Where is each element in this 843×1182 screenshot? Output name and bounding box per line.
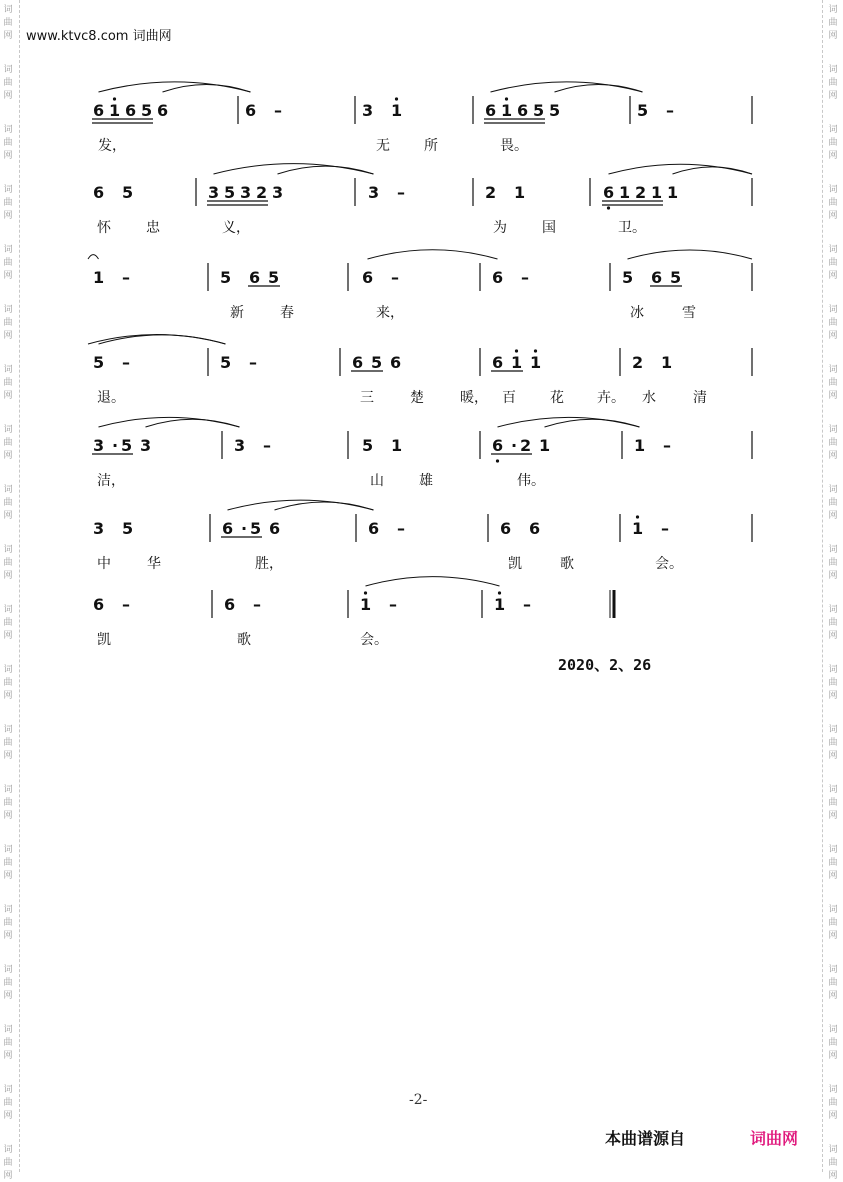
octave-dot-low	[496, 459, 499, 462]
lyric: 伟。	[517, 473, 545, 489]
lyric: 三	[360, 390, 374, 406]
lyric: 暖，	[460, 390, 488, 406]
watermark-glyph: 曲	[3, 438, 13, 448]
watermark-glyph: 网	[3, 871, 13, 881]
watermark-glyph: 曲	[828, 318, 838, 328]
watermark-glyph: 曲	[828, 1158, 838, 1168]
note: 3	[362, 101, 374, 120]
note: 6	[485, 101, 497, 120]
watermark-glyph: 曲	[3, 378, 13, 388]
note: 6	[352, 353, 364, 372]
note: 5	[362, 436, 374, 455]
watermark-glyph: 网	[3, 91, 13, 101]
note: –	[122, 353, 130, 372]
watermark-glyph: 曲	[3, 318, 13, 328]
note: 6	[93, 101, 105, 120]
octave-dot-high	[515, 349, 518, 352]
note: 5	[250, 519, 262, 538]
lyric: 冰	[630, 305, 644, 321]
watermark-glyph: 曲	[828, 18, 838, 28]
note: 5	[670, 268, 682, 287]
watermark-glyph: 曲	[3, 1038, 13, 1048]
slur	[628, 250, 753, 259]
watermark-glyph: 网	[3, 631, 13, 641]
note: –	[263, 436, 271, 455]
lyric: 歌	[237, 632, 251, 648]
note: 1	[511, 353, 523, 372]
octave-dot-high	[534, 349, 537, 352]
note: 6	[222, 519, 234, 538]
lyric: 为	[493, 220, 507, 236]
slur	[99, 417, 240, 427]
watermark-glyph: 词	[3, 305, 13, 315]
lyric: 清	[693, 390, 707, 406]
watermark-glyph: 网	[3, 1171, 13, 1181]
watermark-glyph: 曲	[828, 198, 838, 208]
note: –	[663, 436, 671, 455]
lyric: 怀	[97, 220, 111, 236]
note: –	[274, 101, 282, 120]
lyric: 百	[502, 390, 516, 406]
note: ·	[511, 436, 518, 455]
watermark-glyph: 词	[828, 665, 838, 675]
watermark-glyph: 网	[828, 1111, 838, 1121]
watermark-glyph: 网	[3, 331, 13, 341]
note: 3	[140, 436, 152, 455]
watermark-glyph: 曲	[3, 138, 13, 148]
watermark-glyph: 曲	[828, 978, 838, 988]
note: 1	[514, 183, 526, 202]
watermark-glyph: 网	[828, 871, 838, 881]
note: 1	[391, 436, 403, 455]
lyric: 华	[147, 556, 161, 572]
watermark-glyph: 网	[828, 151, 838, 161]
note: 6	[390, 353, 402, 372]
lyric: 胜，	[255, 556, 283, 572]
lyric: 雄	[419, 473, 433, 489]
note: –	[391, 268, 399, 287]
lyric: 新	[230, 305, 244, 321]
note: 5	[220, 268, 232, 287]
note: 6	[157, 101, 169, 120]
watermark-glyph: 网	[828, 511, 838, 521]
note: 5	[121, 436, 133, 455]
slur	[491, 82, 643, 92]
watermark-glyph: 词	[828, 185, 838, 195]
octave-dot-high	[395, 97, 398, 100]
watermark-glyph: 词	[3, 605, 13, 615]
note: 2	[632, 353, 644, 372]
lyric: 忠	[146, 220, 160, 236]
note: 1	[109, 101, 121, 120]
slur	[278, 166, 374, 174]
note: 1	[501, 101, 513, 120]
lyric: 歌	[560, 556, 574, 572]
watermark-glyph: 词	[828, 125, 838, 135]
watermark-glyph: 网	[3, 571, 13, 581]
octave-dot-high	[636, 515, 639, 518]
lyric: 畏。	[500, 138, 528, 154]
watermark-glyph: 曲	[828, 78, 838, 88]
watermark-glyph: 网	[3, 511, 13, 521]
note: 5	[224, 183, 236, 202]
watermark-glyph: 词	[3, 245, 13, 255]
note: 6	[269, 519, 281, 538]
note: 5	[549, 101, 561, 120]
watermark-glyph: 曲	[828, 378, 838, 388]
watermark-glyph: 网	[3, 691, 13, 701]
watermark-glyph: 网	[828, 391, 838, 401]
watermark-glyph: 网	[3, 751, 13, 761]
note: 1	[360, 595, 372, 614]
note: 6	[603, 183, 615, 202]
watermark-glyph: 曲	[3, 738, 13, 748]
note: –	[666, 101, 674, 120]
note: –	[389, 595, 397, 614]
lyric: 雪	[682, 305, 696, 321]
slur	[88, 255, 99, 259]
lyric: 会。	[655, 556, 683, 572]
note: 1	[661, 353, 673, 372]
lyric: 来，	[376, 305, 404, 321]
note: 1	[539, 436, 551, 455]
composition-date: 2020、2、26	[558, 656, 652, 674]
octave-dot-high	[505, 97, 508, 100]
watermark-glyph: 网	[828, 1171, 838, 1181]
watermark-glyph: 词	[3, 65, 13, 75]
watermark-glyph: 网	[3, 991, 13, 1001]
note: 3	[368, 183, 380, 202]
note: 6	[249, 268, 261, 287]
note: –	[397, 183, 405, 202]
octave-dot-high	[364, 591, 367, 594]
watermark-glyph: 词	[3, 485, 13, 495]
slur	[146, 419, 240, 427]
note: 2	[520, 436, 532, 455]
note: 2	[256, 183, 268, 202]
footer-site-name: 词曲网	[750, 1129, 799, 1148]
lyric: 洁，	[97, 473, 125, 489]
watermark-glyph: 词	[3, 125, 13, 135]
lyric: 发，	[98, 138, 126, 154]
lyric: 退。	[97, 390, 125, 406]
watermark-glyph: 曲	[828, 738, 838, 748]
watermark-glyph: 曲	[3, 978, 13, 988]
watermark-glyph: 曲	[3, 918, 13, 928]
note: 1	[530, 353, 542, 372]
watermark-glyph: 曲	[828, 1038, 838, 1048]
note: 1	[667, 183, 679, 202]
watermark-glyph: 词	[3, 665, 13, 675]
note: 6	[492, 353, 504, 372]
note: 1	[391, 101, 403, 120]
watermark-glyph: 网	[3, 391, 13, 401]
watermark-glyph: 曲	[3, 678, 13, 688]
note: 6	[245, 101, 257, 120]
lyric: 山	[370, 473, 384, 489]
watermark-glyph: 词	[828, 785, 838, 795]
watermark-glyph: 曲	[828, 618, 838, 628]
slur	[275, 502, 374, 510]
lyric: 水	[642, 390, 656, 406]
watermark-glyph: 词	[828, 545, 838, 555]
note: 5	[533, 101, 545, 120]
watermark-glyph: 词	[828, 905, 838, 915]
slur	[545, 419, 640, 427]
slur	[368, 250, 498, 259]
watermark-glyph: 词	[828, 845, 838, 855]
watermark-glyph: 词	[3, 5, 13, 15]
watermark-glyph: 曲	[828, 498, 838, 508]
watermark-glyph: 网	[3, 271, 13, 281]
lyric: 义，	[222, 220, 250, 236]
note: 6	[492, 268, 504, 287]
watermark-glyph: 词	[828, 5, 838, 15]
lyric: 无	[376, 138, 390, 154]
watermark-glyph: 网	[3, 151, 13, 161]
watermark-glyph: 词	[828, 1085, 838, 1095]
note: 1	[632, 519, 644, 538]
note: 5	[122, 183, 134, 202]
watermark-glyph: 网	[828, 91, 838, 101]
note: 3	[208, 183, 220, 202]
note: 3	[272, 183, 284, 202]
note: 6	[529, 519, 541, 538]
watermark-glyph: 网	[828, 691, 838, 701]
note: –	[249, 353, 257, 372]
note: –	[523, 595, 531, 614]
note: 5	[268, 268, 280, 287]
note: 6	[492, 436, 504, 455]
slur	[673, 167, 753, 174]
watermark-glyph: 网	[3, 451, 13, 461]
watermark-glyph: 网	[3, 931, 13, 941]
slur	[228, 500, 374, 510]
watermark-glyph: 曲	[828, 1098, 838, 1108]
note: 1	[651, 183, 663, 202]
watermark-glyph: 曲	[3, 258, 13, 268]
watermark-glyph: 网	[828, 931, 838, 941]
note: –	[397, 519, 405, 538]
watermark-glyph: 曲	[3, 18, 13, 28]
watermark-glyph: 网	[3, 211, 13, 221]
watermark-glyph: 曲	[3, 798, 13, 808]
lyric: 会。	[360, 632, 388, 648]
note: 6	[500, 519, 512, 538]
watermark-glyph: 词	[3, 845, 13, 855]
note: 6	[517, 101, 529, 120]
lyric: 凯	[508, 556, 522, 572]
note: 6	[93, 595, 105, 614]
note: 5	[637, 101, 649, 120]
note: 3	[240, 183, 252, 202]
watermark-glyph: 词	[828, 605, 838, 615]
watermark-glyph: 曲	[828, 258, 838, 268]
note: 2	[485, 183, 497, 202]
note: –	[253, 595, 261, 614]
note: 2	[635, 183, 647, 202]
note: ·	[112, 436, 119, 455]
watermark-glyph: 曲	[828, 678, 838, 688]
note: 5	[141, 101, 153, 120]
watermark-glyph: 词	[3, 905, 13, 915]
watermark-glyph: 曲	[3, 498, 13, 508]
note: 3	[234, 436, 246, 455]
watermark-glyph: 曲	[828, 438, 838, 448]
note: 1	[634, 436, 646, 455]
watermark-glyph: 曲	[828, 918, 838, 928]
slur	[163, 84, 251, 92]
note: 5	[122, 519, 134, 538]
watermark-glyph: 曲	[3, 78, 13, 88]
watermark-glyph: 网	[828, 571, 838, 581]
watermark-glyph: 词	[3, 965, 13, 975]
note: 6	[368, 519, 380, 538]
watermark-glyph: 网	[3, 1051, 13, 1061]
note: ·	[241, 519, 248, 538]
lyric: 所	[424, 138, 438, 154]
note: –	[521, 268, 529, 287]
watermark-glyph: 曲	[3, 618, 13, 628]
slur	[555, 84, 643, 92]
watermark-glyph: 曲	[828, 558, 838, 568]
header-url: www.ktvc8.com 词曲网	[26, 29, 172, 44]
octave-dot-high	[113, 97, 116, 100]
lyric: 花	[550, 390, 564, 406]
watermark-glyph: 词	[828, 485, 838, 495]
watermark-glyph: 词	[828, 65, 838, 75]
watermark-glyph: 词	[828, 305, 838, 315]
note: 1	[494, 595, 506, 614]
note: –	[122, 268, 130, 287]
watermark-glyph: 词	[828, 1025, 838, 1035]
lyric: 中	[97, 556, 111, 572]
watermark-glyph: 网	[828, 271, 838, 281]
watermark-glyph: 词	[3, 725, 13, 735]
lyric: 春	[280, 305, 294, 321]
watermark-glyph: 曲	[828, 138, 838, 148]
note: 6	[93, 183, 105, 202]
watermark-glyph: 网	[3, 31, 13, 41]
lyric: 卫。	[618, 220, 646, 236]
octave-dot-high	[498, 591, 501, 594]
watermark-glyph: 网	[828, 331, 838, 341]
octave-dot-low	[607, 206, 610, 209]
watermark-glyph: 网	[828, 1051, 838, 1061]
watermark-glyph: 词	[3, 185, 13, 195]
watermark-glyph: 曲	[3, 1098, 13, 1108]
watermark-glyph: 词	[828, 1145, 838, 1155]
watermark-glyph: 词	[3, 1085, 13, 1095]
note: –	[122, 595, 130, 614]
slur	[99, 82, 251, 92]
slur	[498, 417, 640, 427]
slur	[366, 577, 500, 586]
slur	[214, 164, 374, 174]
watermark-glyph: 词	[3, 1025, 13, 1035]
lyric: 楚	[410, 390, 424, 406]
note: 6	[125, 101, 137, 120]
note: 1	[93, 268, 105, 287]
watermark-glyph: 词	[3, 425, 13, 435]
watermark-glyph: 网	[3, 811, 13, 821]
watermark-glyph: 曲	[828, 858, 838, 868]
watermark-glyph: 网	[828, 451, 838, 461]
watermark-glyph: 网	[828, 31, 838, 41]
lyric: 凯	[97, 632, 111, 648]
note: 5	[371, 353, 383, 372]
note: 6	[651, 268, 663, 287]
watermark-glyph: 曲	[3, 198, 13, 208]
lyric: 国	[542, 220, 556, 236]
watermark-glyph: 词	[828, 425, 838, 435]
watermark-glyph: 曲	[3, 858, 13, 868]
note: 5	[220, 353, 232, 372]
watermark-glyph: 词	[3, 545, 13, 555]
watermark-glyph: 词	[3, 365, 13, 375]
note: 5	[93, 353, 105, 372]
watermark-glyph: 词	[828, 725, 838, 735]
watermark-glyph: 词	[828, 245, 838, 255]
note: 3	[93, 436, 105, 455]
watermark-glyph: 网	[828, 211, 838, 221]
watermark-glyph: 词	[3, 785, 13, 795]
footer-source-label: 本曲谱源自	[605, 1129, 686, 1148]
note: 1	[619, 183, 631, 202]
watermark-glyph: 网	[828, 991, 838, 1001]
slur	[609, 164, 753, 174]
watermark-glyph: 网	[828, 811, 838, 821]
note: 5	[622, 268, 634, 287]
note: –	[661, 519, 669, 538]
note: 6	[362, 268, 374, 287]
lyric: 卉。	[597, 390, 625, 406]
watermark-glyph: 词	[828, 965, 838, 975]
watermark-glyph: 网	[3, 1111, 13, 1121]
watermark-glyph: 曲	[3, 1158, 13, 1168]
watermark-glyph: 曲	[828, 798, 838, 808]
slur	[99, 335, 226, 344]
watermark-glyph: 词	[3, 1145, 13, 1155]
watermark-glyph: 网	[828, 631, 838, 641]
note: 6	[224, 595, 236, 614]
watermark-glyph: 词	[828, 365, 838, 375]
page-number: -2-	[409, 1092, 428, 1108]
watermark-glyph: 网	[828, 751, 838, 761]
watermark-glyph: 曲	[3, 558, 13, 568]
note: 3	[93, 519, 105, 538]
